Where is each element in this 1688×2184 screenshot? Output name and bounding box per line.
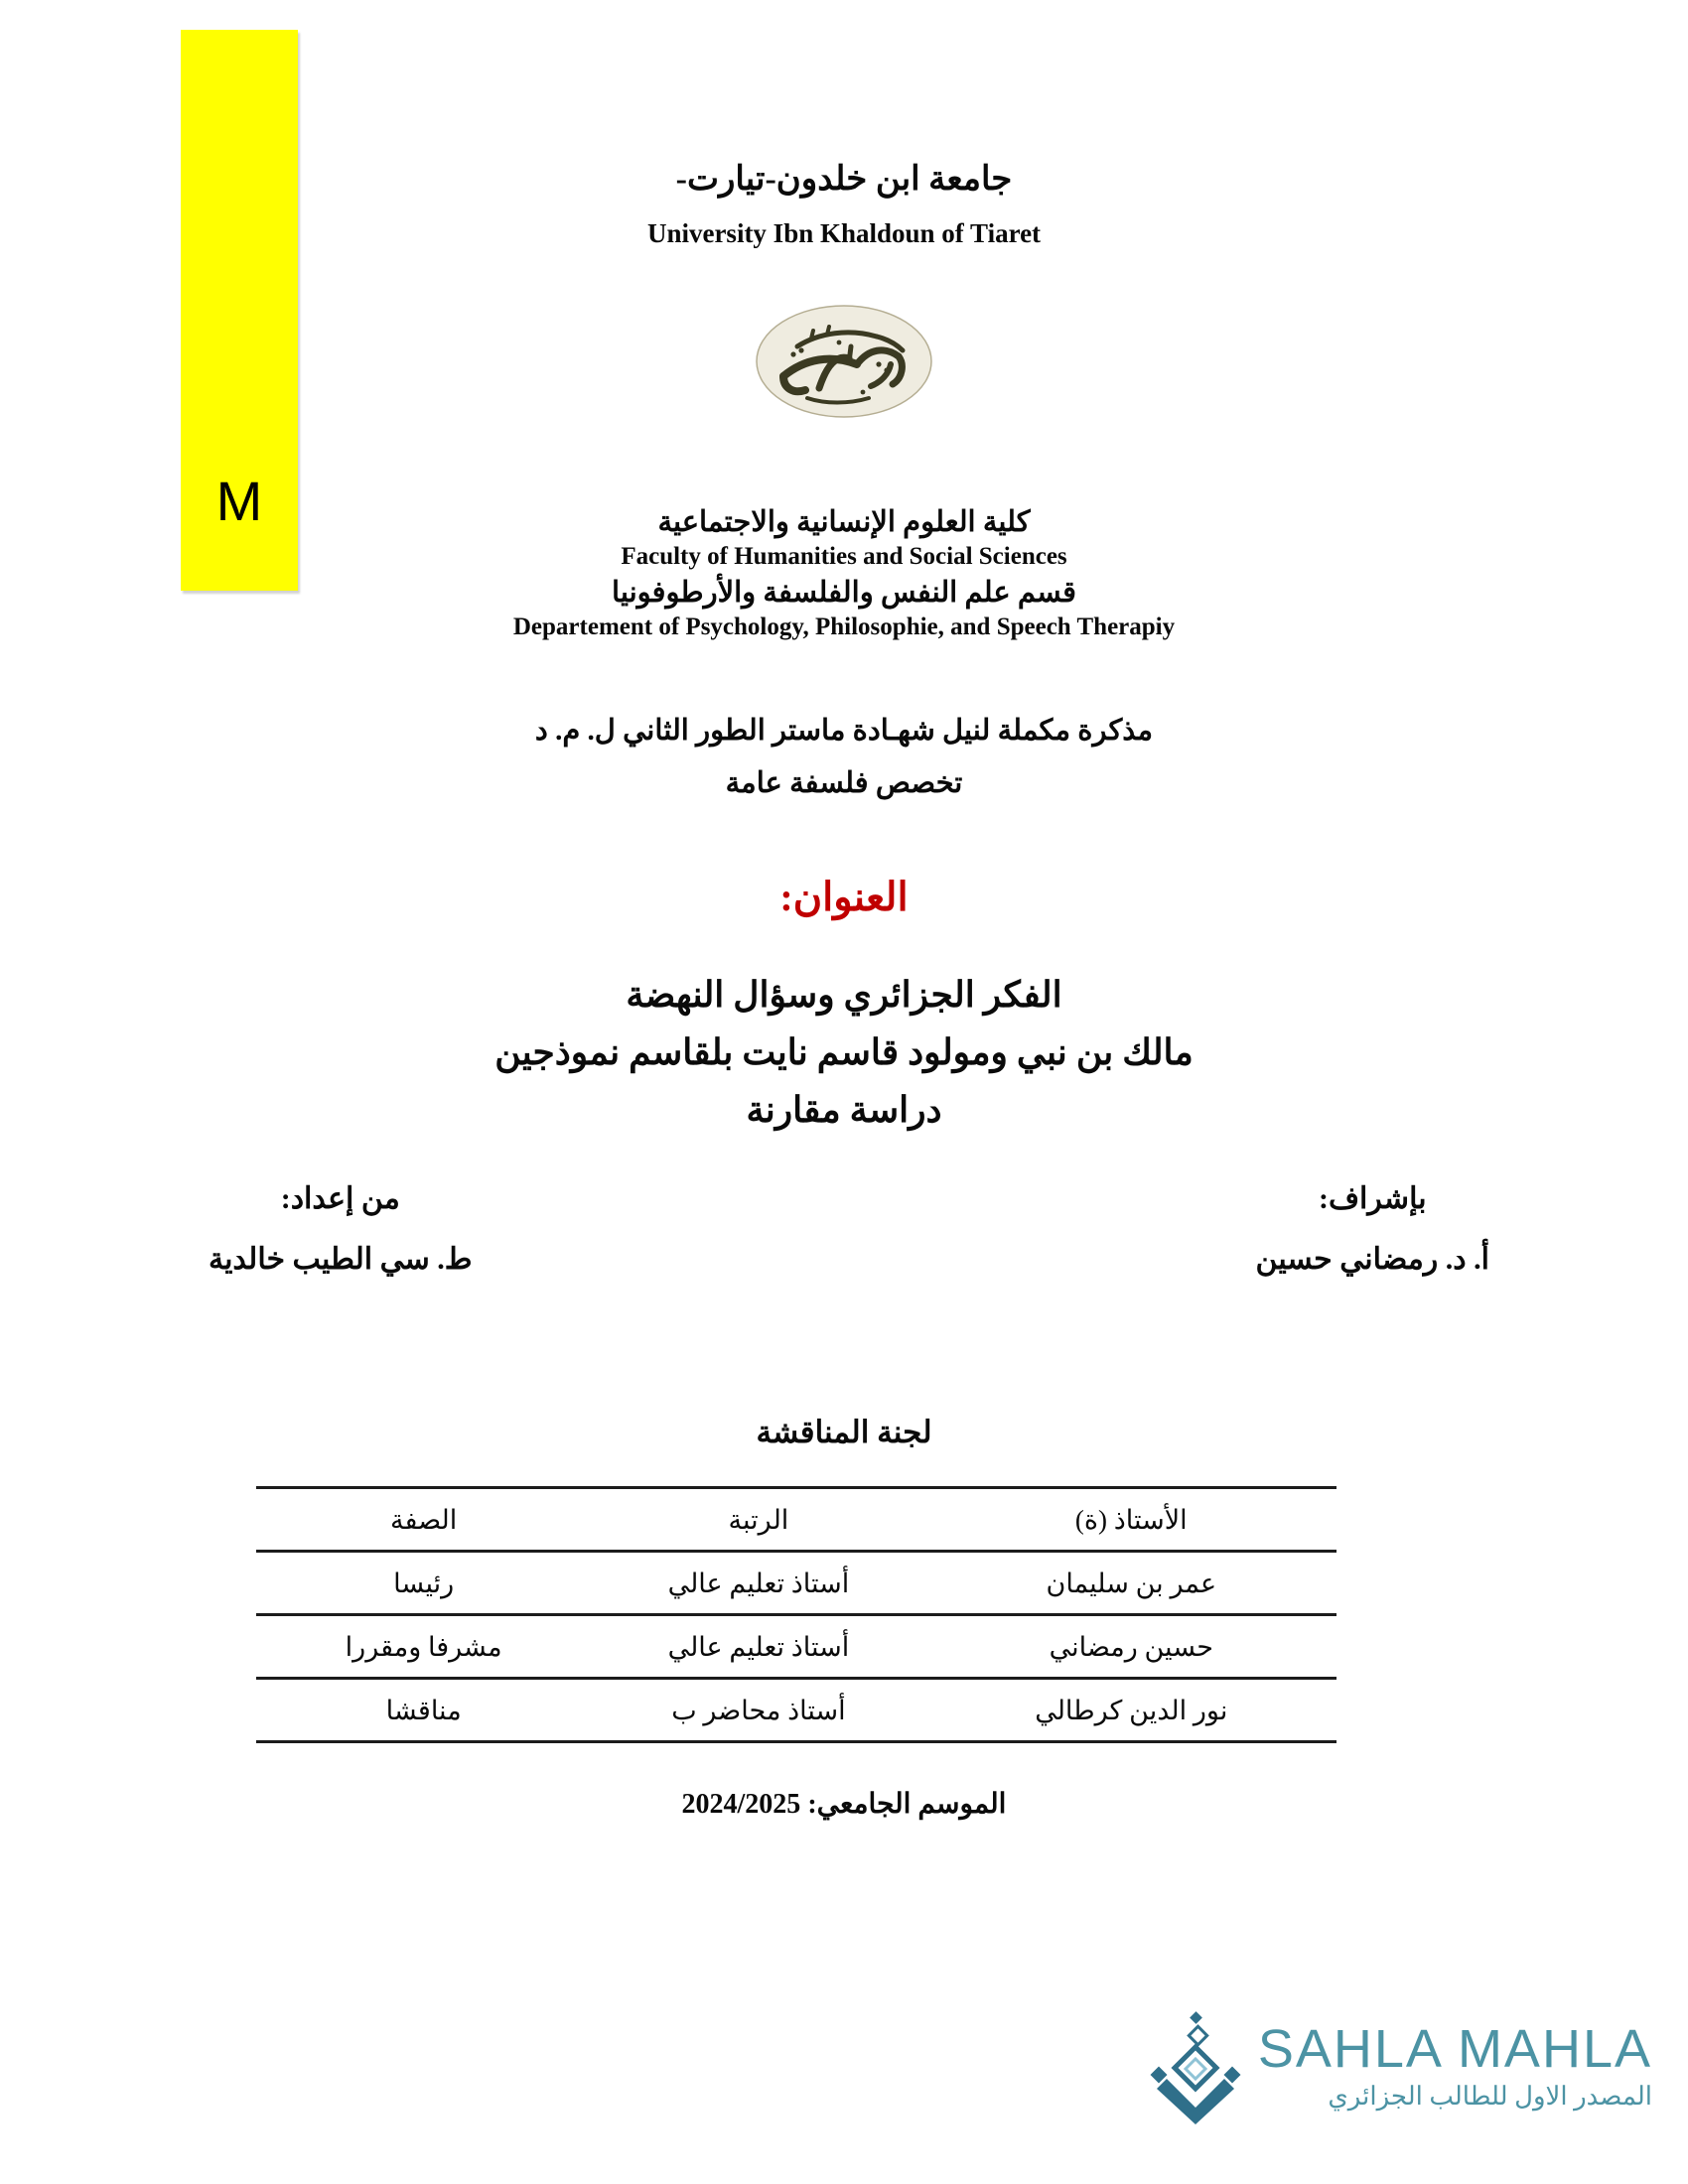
marker-letter: M xyxy=(215,470,263,532)
degree-statement: مذكرة مكملة لنيل شهـادة ماستر الطور الثاني ل. م. د xyxy=(534,715,1154,747)
table-row xyxy=(256,1552,1336,1615)
faculty-name-arabic: كلية العلوم الإنسانية والاجتماعية xyxy=(657,506,1031,538)
jury-member-name: عمر بن سليمان xyxy=(926,1552,1336,1615)
title-label: العنوان: xyxy=(779,875,909,919)
university-name-english: University Ibn Khaldoun of Tiaret xyxy=(646,218,1042,248)
watermark-tagline: المصدر الاول للطالب الجزائري xyxy=(1328,2082,1652,2111)
jury-member-role: رئيسا xyxy=(256,1552,591,1615)
author-name: ط. سي الطيب خالدية xyxy=(209,1243,473,1276)
table-header-row xyxy=(256,1488,1336,1552)
department-name-arabic: قسم علم النفس والفلسفة والأرطوفونيا xyxy=(612,577,1076,609)
author-role-label: من إعداد: xyxy=(280,1182,400,1215)
column-header-professor: الأستاذ (ة) xyxy=(926,1488,1336,1552)
university-name-arabic: جامعة ابن خلدون-تيارت- xyxy=(675,161,1013,198)
thesis-title-line-2: مالك بن نبي ومولود قاسم نايت بلقاسم نموذجين xyxy=(494,1032,1194,1072)
jury-member-role: مناقشا xyxy=(256,1679,591,1742)
thesis-title-line-1: الفكر الجزائري وسؤال النهضة xyxy=(626,975,1062,1015)
jury-member-rank: أستاذ تعليم عالي xyxy=(591,1552,925,1615)
academic-year: الموسم الجامعي: 2024/2025 xyxy=(681,1789,1007,1820)
supervisor-role-label: بإشراف: xyxy=(1318,1182,1427,1215)
jury-heading: لجنة المناقشة xyxy=(756,1415,932,1449)
watermark-brand-name: SAHLA MAHLA xyxy=(1257,2019,1652,2079)
sahla-mahla-logo-icon xyxy=(1147,2009,1244,2124)
supervisor-name: أ. د. رمضاني حسين xyxy=(1255,1243,1489,1276)
jury-table xyxy=(256,1486,1336,1743)
column-header-rank: الرتبة xyxy=(591,1488,925,1552)
supervisor-block xyxy=(1256,1181,1489,1277)
jury-member-role: مشرفا ومقررا xyxy=(256,1615,591,1679)
author-block xyxy=(209,1181,473,1277)
university-seal-icon xyxy=(754,303,934,420)
table-row xyxy=(256,1679,1336,1742)
jury-member-rank: أستاذ تعليم عالي xyxy=(591,1615,925,1679)
thesis-title-line-3: دراسة مقارنة xyxy=(746,1090,942,1130)
yellow-marker-tab xyxy=(181,30,298,591)
specialization: تخصص فلسفة عامة xyxy=(725,767,963,799)
column-header-role: الصفة xyxy=(256,1488,591,1552)
department-name-english: Departement of Psychology, Philosophie, and Speech Therapiy xyxy=(512,614,1176,640)
sahla-mahla-watermark xyxy=(1147,2009,1652,2124)
jury-member-name: نور الدين كرطالي xyxy=(926,1679,1336,1742)
jury-member-name: حسين رمضاني xyxy=(926,1615,1336,1679)
table-row xyxy=(256,1615,1336,1679)
jury-member-rank: أستاذ محاضر ب xyxy=(591,1679,925,1742)
faculty-name-english: Faculty of Humanities and Social Sciences xyxy=(621,543,1067,570)
